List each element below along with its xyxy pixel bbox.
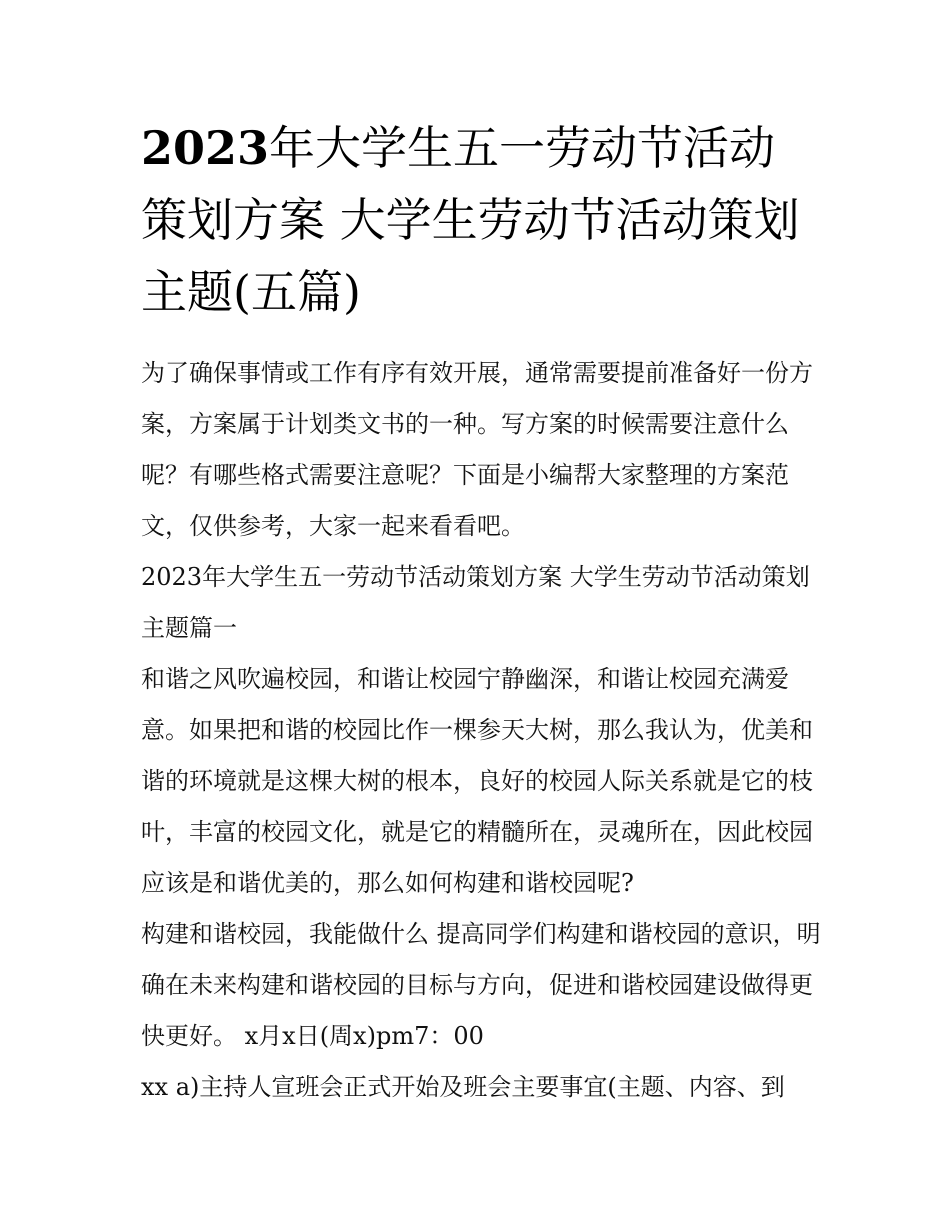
title-text: 年大学生五一劳动节活动策划方案 大学生劳动节活动策划主题(五篇) bbox=[141, 121, 800, 319]
title-year: 2023 bbox=[141, 121, 270, 175]
body-paragraph: xx a)主持人宣班会正式开始及班会主要事宜(主题、内容、到 bbox=[141, 1073, 785, 1101]
intro-paragraph: 为了确保事情或工作有序有效开展，通常需要提前准备好一份方案，方案属于计划类文书的一种。写方案的时候需要注意什么呢？有哪些格式需要注意呢？下面是小编帮大家整理的方案范文，仅供参考，大家一起来看看吧。 bbox=[141, 359, 813, 540]
body-paragraph: 和谐之风吹遍校园，和谐让校园宁静幽深，和谐让校园充满爱意。如果把和谐的校园比作一棵参天大树，那么我认为，优美和谐的环境就是这棵大树的根本，良好的校园人际关系就是它的枝叶，丰富的校园文化，就是它的精髓所在，灵魂所在，因此校园应该是和谐优美的，那么如何构建和谐校园呢? bbox=[141, 665, 813, 897]
document-page bbox=[141, 112, 821, 1113]
title-spacer bbox=[141, 328, 821, 348]
section-heading: 2023年大学生五一劳动节活动策划方案 大学生劳动节活动策划主题篇一 bbox=[141, 563, 810, 642]
document-title bbox=[141, 112, 821, 328]
body-paragraph: 构建和谐校园，我能做什么 提高同学们构建和谐校园的意识，明确在未来构建和谐校园的目标与方向，促进和谐校园建设做得更快更好。 x月x日(周x)pm7：00 bbox=[141, 920, 821, 1050]
